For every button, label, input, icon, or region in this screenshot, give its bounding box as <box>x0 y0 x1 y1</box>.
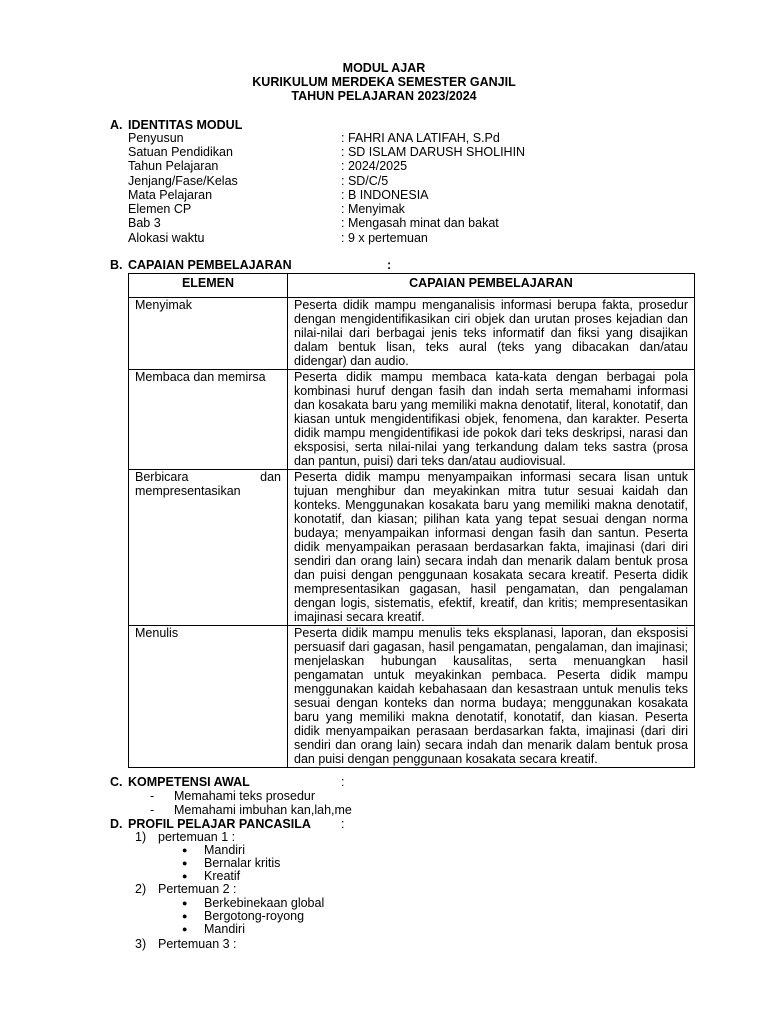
table-header-row <box>129 274 695 298</box>
section-d-number: D. <box>110 817 123 831</box>
identity-value: : FAHRI ANA LATIFAH, S.Pd <box>341 131 500 145</box>
section-a-number: A. <box>110 118 123 132</box>
meeting-number: 3) <box>135 937 147 951</box>
elemen-text-line1: Berbicara dan <box>135 470 281 484</box>
identity-label: Bab 3 <box>128 216 161 230</box>
profile-item-text: Kreatif <box>204 869 241 883</box>
profile-item-text: Mandiri <box>204 922 245 936</box>
profile-item <box>182 869 240 883</box>
identity-value: : 9 x pertemuan <box>341 231 428 245</box>
list-item-text: Memahami imbuhan kan,lah,me <box>174 803 352 817</box>
section-a-heading <box>110 118 242 132</box>
meeting-label: Pertemuan 2 : <box>158 882 237 896</box>
identity-label: Satuan Pendidikan <box>128 145 233 159</box>
identity-row <box>128 174 688 188</box>
identity-row <box>128 131 688 145</box>
profile-item-text: Berkebinekaan global <box>204 896 325 910</box>
profile-item <box>182 843 245 857</box>
bullet-icon: ● <box>182 898 188 908</box>
list-item <box>150 803 352 817</box>
elemen-cell <box>129 470 288 626</box>
section-c-heading <box>110 775 250 789</box>
column-header-elemen: ELEMEN <box>129 274 288 298</box>
doc-title-line2: KURIKULUM MERDEKA SEMESTER GANJIL <box>252 75 516 89</box>
meeting-item <box>135 937 237 951</box>
profile-item <box>182 909 304 923</box>
identity-value: : B INDONESIA <box>341 188 429 202</box>
meeting-item <box>135 882 237 896</box>
section-b-number: B. <box>110 258 123 272</box>
identity-label: Tahun Pelajaran <box>128 159 219 173</box>
meeting-label: Pertemuan 3 : <box>158 937 237 951</box>
identity-row <box>128 188 688 202</box>
meeting-number: 1) <box>135 830 147 844</box>
list-item <box>150 789 315 803</box>
section-a-title: IDENTITAS MODUL <box>128 118 243 132</box>
elemen-text-line2: mempresentasikan <box>135 484 241 498</box>
bullet-icon: ● <box>182 845 188 855</box>
meeting-label: pertemuan 1 : <box>158 830 236 844</box>
identity-row <box>128 216 688 230</box>
table-row <box>129 370 695 470</box>
identity-value: : 2024/2025 <box>341 159 408 173</box>
profile-item-text: Bernalar kritis <box>204 856 281 870</box>
identity-row <box>128 159 688 173</box>
bullet-icon: ● <box>182 871 188 881</box>
section-b-title: CAPAIAN PEMBELAJARAN <box>128 258 292 272</box>
profile-item-text: Mandiri <box>204 843 245 857</box>
profile-item <box>182 922 245 936</box>
meeting-number: 2) <box>135 882 147 896</box>
section-b-colon: : <box>387 258 392 272</box>
identity-row <box>128 202 688 216</box>
section-c-colon: : <box>341 775 345 789</box>
identity-label: Mata Pelajaran <box>128 188 213 202</box>
profile-item <box>182 896 324 910</box>
bullet-icon: ● <box>182 858 188 868</box>
profile-item <box>182 856 280 870</box>
section-c-title: KOMPETENSI AWAL <box>128 775 250 789</box>
table-row <box>129 626 695 768</box>
bullet-icon: ● <box>182 924 188 934</box>
identity-label: Alokasi waktu <box>128 231 205 245</box>
identity-label: Elemen CP <box>128 202 192 216</box>
capaian-cell: Peserta didik mampu menyampaikan informasi secara lisan untuk tujuan menghibur dan meyakinkan mitra tutur sesuai kaidah dan konteks. Menggunakan kosakata baru yang memiliki makna denotatif, konotatif, dan kiasan; pilihan kata yang tepat sesuai dengan norma budaya; menyampaikan informasi dengan fasih dan santun. Peserta didik menyampaikan perasaan berdasarkan fakta, imajinasi (dari diri sendiri dan orang lain) secara indah dan menarik dalam bentuk prosa dan puisi dengan penggunaan kosakata secara kreatif. Peserta didik mempresentasikan gagasan, hasil pengamatan, dan pengalaman dengan logis, sistematis, efektif, kreatif, dan kritis; mempresentasikan imajinasi secara kreatif. <box>288 470 695 626</box>
elemen-cell: Menulis <box>129 626 288 768</box>
identity-row <box>128 231 688 245</box>
identity-value: : SD/C/5 <box>341 174 389 188</box>
elemen-cell: Membaca dan memirsa <box>129 370 288 470</box>
capaian-cell: Peserta didik mampu membaca kata-kata dengan berbagai pola kombinasi huruf dengan fasih dan indah serta memahami informasi dan kosakata baru yang memiliki makna denotatif, literal, konotatif, dan kiasan untuk mengidentifikasi objek, fenomena, dan karakter. Peserta didik mampu mengidentifikasi ide pokok dari teks deskripsi, narasi dan eksposisi, serta nilai-nilai yang terkandung dalam teks sastra (prosa dan pantun, puisi) dari teks dan/atau audiovisual. <box>288 370 695 470</box>
section-d-colon: : <box>341 817 345 831</box>
dash-marker: - <box>150 789 155 803</box>
capaian-table <box>128 273 695 768</box>
column-header-capaian: CAPAIAN PEMBELAJARAN <box>288 274 695 298</box>
meeting-item <box>135 830 235 844</box>
table-row <box>129 298 695 370</box>
doc-title-line3: TAHUN PELAJARAN 2023/2024 <box>291 89 477 103</box>
profile-item-text: Bergotong-royong <box>204 909 305 923</box>
doc-title-line1: MODUL AJAR <box>342 61 426 75</box>
capaian-cell: Peserta didik mampu menganalisis informasi berupa fakta, prosedur dengan mengidentifikasikan ciri objek dan urutan proses kejadian dan nilai-nilai dari berbagai jenis teks informatif dan fiksi yang disajikan dalam bentuk lisan, teks aural (teks yang dibacakan dan/atau didengar) dan audio. <box>288 298 695 370</box>
identity-value: : SD ISLAM DARUSH SHOLIHIN <box>341 145 526 159</box>
identity-value: : Menyimak <box>341 202 405 216</box>
identity-label: Penyusun <box>128 131 184 145</box>
section-c-number: C. <box>110 775 123 789</box>
list-item-text: Memahami teks prosedur <box>174 789 316 803</box>
bullet-icon: ● <box>182 911 188 921</box>
elemen-cell: Menyimak <box>129 298 288 370</box>
section-d-title: PROFIL PELAJAR PANCASILA <box>128 817 311 831</box>
identity-label: Jenjang/Fase/Kelas <box>128 174 238 188</box>
table-row <box>129 470 695 626</box>
identity-value: : Mengasah minat dan bakat <box>341 216 499 230</box>
capaian-cell: Peserta didik mampu menulis teks eksplanasi, laporan, dan eksposisi persuasif dari gagasan, hasil pengamatan, pengalaman, dan imajinasi; menjelaskan hubungan kausalitas, serta menuangkan hasil pengamatan untuk meyakinkan pembaca. Peserta didik mampu menggunakan kaidah kebahasaan dan kesastraan untuk menulis teks sesuai dengan konteks dan norma budaya; menggunakan kosakata baru yang memiliki makna denotatif, konotatif, dan kiasan. Peserta didik menyampaikan perasaan berdasarkan fakta, imajinasi (dari diri sendiri dan orang lain) secara indah dan menarik dalam bentuk prosa dan puisi dengan penggunaan kosakata secara kreatif. <box>288 626 695 768</box>
identity-row <box>128 145 688 159</box>
dash-marker: - <box>150 803 155 817</box>
section-b-heading <box>110 258 292 272</box>
section-d-heading <box>110 817 311 831</box>
